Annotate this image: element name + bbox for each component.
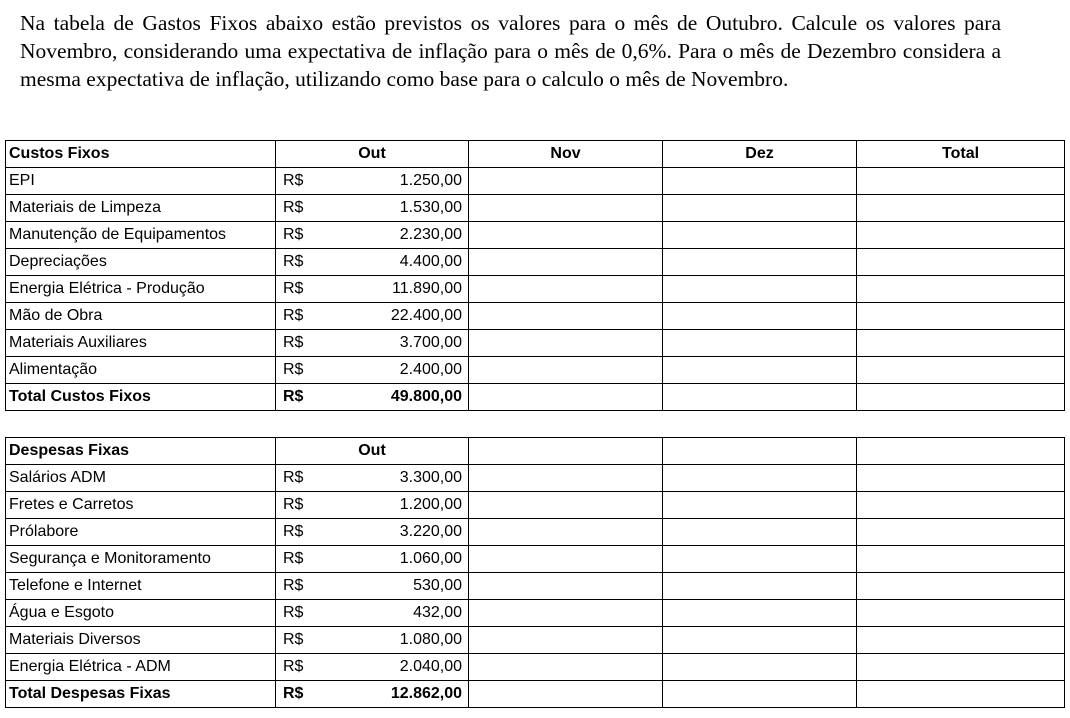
row-label[interactable]: Mão de Obra	[6, 303, 276, 330]
out-value[interactable]: 1.080,00	[316, 627, 469, 654]
total-cell[interactable]	[857, 654, 1065, 681]
header-nov: Nov	[469, 141, 663, 168]
currency-symbol[interactable]: R$	[276, 303, 316, 330]
nov-cell[interactable]	[469, 330, 663, 357]
total-row	[6, 384, 1065, 411]
header-dez: Dez	[663, 141, 857, 168]
table-row	[6, 573, 1065, 600]
out-value[interactable]: 1.530,00	[316, 195, 469, 222]
nov-cell[interactable]	[469, 276, 663, 303]
currency-symbol[interactable]: R$	[276, 654, 316, 681]
table-row	[6, 249, 1065, 276]
dez-cell[interactable]	[663, 168, 857, 195]
row-label[interactable]: Manutenção de Equipamentos	[6, 222, 276, 249]
total-cell[interactable]	[857, 249, 1065, 276]
dez-cell[interactable]	[663, 276, 857, 303]
out-value[interactable]: 3.300,00	[316, 465, 469, 492]
total-cell[interactable]	[857, 465, 1065, 492]
out-value[interactable]: 11.890,00	[316, 276, 469, 303]
dez-cell[interactable]	[663, 546, 857, 573]
header-total: Total	[857, 141, 1065, 168]
out-value[interactable]: 2.040,00	[316, 654, 469, 681]
table-header-row	[6, 438, 1065, 465]
nov-cell[interactable]	[469, 492, 663, 519]
total-label[interactable]: Total Despesas Fixas	[6, 681, 276, 708]
table-row	[6, 330, 1065, 357]
dez-cell[interactable]	[663, 519, 857, 546]
dez-cell[interactable]	[663, 654, 857, 681]
currency-symbol[interactable]: R$	[276, 276, 316, 303]
table-row	[6, 600, 1065, 627]
table-row	[6, 465, 1065, 492]
out-value[interactable]: 4.400,00	[316, 249, 469, 276]
total-out-value[interactable]: 49.800,00	[316, 384, 469, 411]
dez-cell[interactable]	[663, 681, 857, 708]
table-row	[6, 276, 1065, 303]
nov-cell[interactable]	[469, 465, 663, 492]
currency-symbol[interactable]: R$	[276, 330, 316, 357]
out-value[interactable]: 2.400,00	[316, 357, 469, 384]
total-cell[interactable]	[857, 303, 1065, 330]
header-out: Out	[276, 438, 469, 465]
dez-cell[interactable]	[663, 222, 857, 249]
currency-symbol[interactable]: R$	[276, 384, 316, 411]
currency-symbol[interactable]: R$	[276, 492, 316, 519]
dez-cell[interactable]	[663, 465, 857, 492]
currency-symbol[interactable]: R$	[276, 546, 316, 573]
total-cell[interactable]	[857, 681, 1065, 708]
dez-cell[interactable]	[663, 438, 857, 465]
row-label[interactable]: Fretes e Carretos	[6, 492, 276, 519]
currency-symbol[interactable]: R$	[276, 222, 316, 249]
nov-cell[interactable]	[469, 600, 663, 627]
dez-cell[interactable]	[663, 384, 857, 411]
row-label[interactable]: Energia Elétrica - Produção	[6, 276, 276, 303]
currency-symbol[interactable]: R$	[276, 249, 316, 276]
row-label[interactable]: Segurança e Monitoramento	[6, 546, 276, 573]
total-cell[interactable]	[857, 492, 1065, 519]
table-row	[6, 492, 1065, 519]
table-row	[6, 195, 1065, 222]
row-label[interactable]: Materiais Diversos	[6, 627, 276, 654]
dez-cell[interactable]	[663, 600, 857, 627]
table-row	[6, 357, 1065, 384]
table-row	[6, 627, 1065, 654]
currency-symbol[interactable]: R$	[276, 600, 316, 627]
row-label[interactable]: Alimentação	[6, 357, 276, 384]
nov-cell[interactable]	[469, 627, 663, 654]
dez-cell[interactable]	[663, 249, 857, 276]
out-value[interactable]: 1.200,00	[316, 492, 469, 519]
row-label[interactable]: EPI	[6, 168, 276, 195]
row-label[interactable]: Salários ADM	[6, 465, 276, 492]
table-row	[6, 168, 1065, 195]
out-value[interactable]: 3.220,00	[316, 519, 469, 546]
out-value[interactable]: 432,00	[316, 600, 469, 627]
nov-cell[interactable]	[469, 384, 663, 411]
table-row	[6, 654, 1065, 681]
total-cell[interactable]	[857, 222, 1065, 249]
dez-cell[interactable]	[663, 492, 857, 519]
nov-cell[interactable]	[469, 573, 663, 600]
total-cell[interactable]	[857, 195, 1065, 222]
out-value[interactable]: 2.230,00	[316, 222, 469, 249]
header-despesas-fixas: Despesas Fixas	[6, 438, 276, 465]
dez-cell[interactable]	[663, 627, 857, 654]
nov-cell[interactable]	[469, 654, 663, 681]
row-label[interactable]: Água e Esgoto	[6, 600, 276, 627]
total-cell[interactable]	[857, 600, 1065, 627]
currency-symbol[interactable]: R$	[276, 681, 316, 708]
out-value[interactable]: 530,00	[316, 573, 469, 600]
nov-cell[interactable]	[469, 303, 663, 330]
row-label[interactable]: Materiais de Limpeza	[6, 195, 276, 222]
out-value[interactable]: 1.250,00	[316, 168, 469, 195]
nov-cell[interactable]	[469, 195, 663, 222]
total-cell[interactable]	[857, 573, 1065, 600]
total-cell[interactable]	[857, 330, 1065, 357]
currency-symbol[interactable]: R$	[276, 195, 316, 222]
despesas-fixas-table	[5, 437, 1065, 708]
total-cell[interactable]	[857, 168, 1065, 195]
currency-symbol[interactable]: R$	[276, 573, 316, 600]
dez-cell[interactable]	[663, 330, 857, 357]
table-row	[6, 546, 1065, 573]
total-cell[interactable]	[857, 627, 1065, 654]
header-custos-fixos: Custos Fixos	[6, 141, 276, 168]
total-cell[interactable]	[857, 276, 1065, 303]
custos-fixos-table	[5, 140, 1065, 411]
currency-symbol[interactable]: R$	[276, 357, 316, 384]
row-label[interactable]: Energia Elétrica - ADM	[6, 654, 276, 681]
header-out: Out	[276, 141, 469, 168]
row-label[interactable]: Prólabore	[6, 519, 276, 546]
row-label[interactable]: Materiais Auxiliares	[6, 330, 276, 357]
dez-cell[interactable]	[663, 573, 857, 600]
nov-cell[interactable]	[469, 546, 663, 573]
out-value[interactable]: 1.060,00	[316, 546, 469, 573]
table-header-row	[6, 141, 1065, 168]
total-row	[6, 681, 1065, 708]
nov-cell[interactable]	[469, 249, 663, 276]
nov-cell[interactable]	[469, 438, 663, 465]
nov-cell[interactable]	[469, 519, 663, 546]
instructions-paragraph: Na tabela de Gastos Fixos abaixo estão previstos os valores para o mês de Outubro. Calcule os valores para Novembro, considerando uma expectativa de inflação para o mês de 0,6%. Para o mês de Dezembro considera a mesma expectativa de inflação, utilizando como base para o calculo o mês de Novembro.	[20, 11, 1001, 91]
total-cell[interactable]	[857, 357, 1065, 384]
total-cell[interactable]	[857, 546, 1065, 573]
total-label[interactable]: Total Custos Fixos	[6, 384, 276, 411]
dez-cell[interactable]	[663, 357, 857, 384]
currency-symbol[interactable]: R$	[276, 168, 316, 195]
total-cell[interactable]	[857, 384, 1065, 411]
table-row	[6, 519, 1065, 546]
nov-cell[interactable]	[469, 681, 663, 708]
table-row	[6, 222, 1065, 249]
table-row	[6, 303, 1065, 330]
nov-cell[interactable]	[469, 222, 663, 249]
nov-cell[interactable]	[469, 168, 663, 195]
out-value[interactable]: 3.700,00	[316, 330, 469, 357]
currency-symbol[interactable]: R$	[276, 465, 316, 492]
currency-symbol[interactable]: R$	[276, 627, 316, 654]
currency-symbol[interactable]: R$	[276, 519, 316, 546]
total-cell[interactable]	[857, 519, 1065, 546]
dez-cell[interactable]	[663, 303, 857, 330]
dez-cell[interactable]	[663, 195, 857, 222]
row-label[interactable]: Depreciações	[6, 249, 276, 276]
total-cell[interactable]	[857, 438, 1065, 465]
total-out-value[interactable]: 12.862,00	[316, 681, 469, 708]
nov-cell[interactable]	[469, 357, 663, 384]
out-value[interactable]: 22.400,00	[316, 303, 469, 330]
row-label[interactable]: Telefone e Internet	[6, 573, 276, 600]
